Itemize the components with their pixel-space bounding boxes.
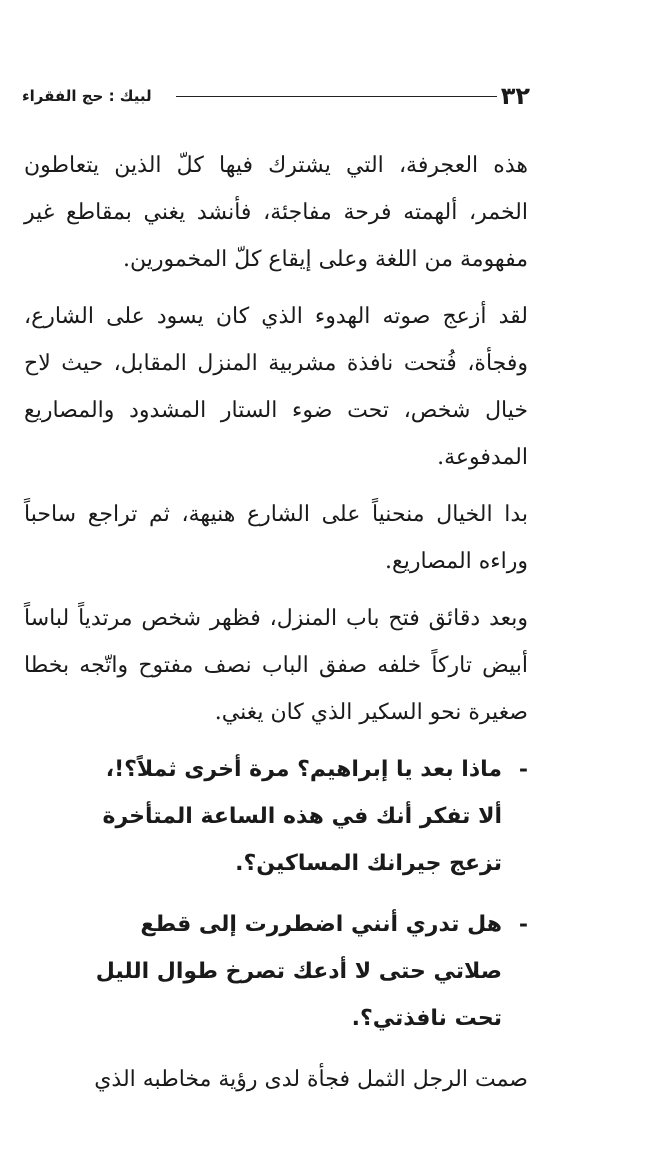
running-title: لبيك : حج الفقراء [22,87,152,105]
dialogue-text: هل تدري أنني اضطررت إلى قطع صلاتي حتى لا أدعك تصرخ طوال الليل تحت نافذتي؟. [95,912,502,1031]
paragraph: وبعد دقائق فتح باب المنزل، فظهر شخص مرتدياً لباساً أبيض تاركاً خلفه صفق الباب نصف مفتوح واتّجه بخطا صغيرة نحو السكير الذي كان يغني. [24,606,528,725]
dialogue-line [24,746,528,887]
paragraph: بدا الخيال منحنياً على الشارع هنيهة، ثم تراجع ساحباً وراءه المصاريع. [24,502,528,574]
running-header [22,80,530,112]
page-number: ٣٢ [500,82,530,110]
closing-paragraph: صمت الرجل الثمل فجأة لدى رؤية مخاطبه الذي [94,1067,528,1092]
paragraph: لقد أزعج صوته الهدوء الذي كان يسود على الشارع، وفجأة، فُتحت نافذة مشربية المنزل المقابل، حيث لاح خيال شخص، تحت ضوء الستار المشدود والمصاريع المدفوعة. [24,304,528,470]
dialogue-line [24,901,528,1042]
paragraph: هذه العجرفة، التي يشترك فيها كلّ الذين يتعاطون الخمر، ألهمته فرحة مفاجئة، فأنشد يغني بمقاطع غير مفهومة من اللغة وعلى إيقاع كلّ المخمورين. [24,153,528,272]
text-body [24,142,528,1113]
dialogue-dash: - [518,756,528,782]
dialogue-text: ماذا بعد يا إبراهيم؟ مرة أخرى ثملاً؟!، ألا تفكر أنك في هذه الساعة المتأخرة تزعج جيرانك المساكين؟. [102,757,502,876]
dialogue-dash: - [518,911,528,937]
header-rule [176,96,497,97]
